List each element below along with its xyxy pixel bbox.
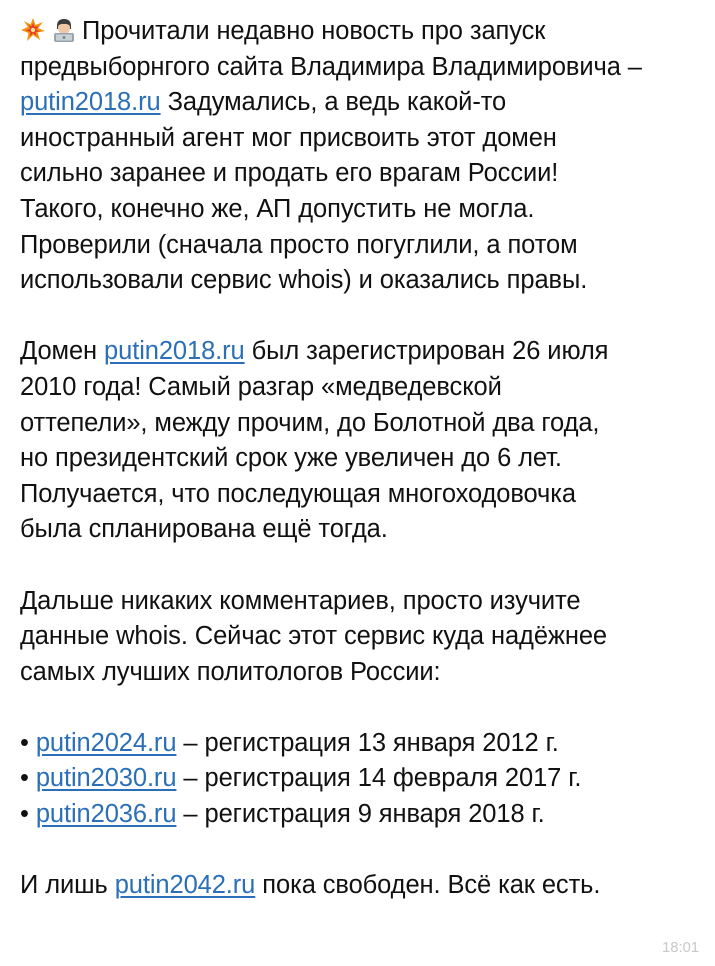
paragraph-gap [20, 833, 697, 869]
putin2036-link[interactable]: putin2036.ru [35, 800, 177, 829]
whois-line-2: данные whois. Сейчас этот сервис куда надёжнее [20, 622, 608, 651]
intro-text-3: Задумались, а ведь какой-то [167, 88, 507, 117]
message-timestamp: 18:01 [661, 939, 699, 957]
intro-line-4: иностранный агент мог присвоить этот домен [20, 123, 557, 152]
closing-prefix: И лишь [20, 871, 108, 900]
domain-suffix: был зарегистрирован 26 июля [251, 337, 609, 366]
domain-line-2: 2010 года! Самый разгар «медведевской [20, 372, 502, 401]
putin2030-link[interactable]: putin2030.ru [35, 764, 177, 793]
intro-line-8: использовали сервис whois) и оказались правы. [20, 266, 588, 295]
intro-line-1 [20, 14, 697, 50]
putin2042-link[interactable]: putin2042.ru [114, 871, 256, 900]
domain-line-4: но президентский срок уже увеличен до 6 лет. [20, 444, 562, 473]
domain-line-6: была спланирована ещё тогда. [20, 515, 388, 544]
intro-line-5: сильно заранее и продать его врагам России! [20, 159, 559, 188]
bullet: • [20, 800, 29, 829]
paragraph-gap [20, 690, 697, 726]
putin2018-link[interactable]: putin2018.ru [20, 88, 161, 117]
intro-text-1: Прочитали недавно новость про запуск [82, 17, 546, 45]
paragraph-gap [20, 299, 697, 335]
registration-text: – регистрация 14 февраля 2017 г. [183, 764, 582, 793]
intro-line-6: Такого, конечно же, АП допустить не могла. [20, 194, 535, 223]
putin2024-link[interactable]: putin2024.ru [35, 728, 177, 757]
whois-line-1: Дальше никаких комментариев, просто изучите [20, 586, 581, 615]
whois-line-3: самых лучших политологов России: [20, 657, 441, 686]
closing-suffix: пока свободен. Всё как есть. [262, 871, 601, 900]
domain-line-5: Получается, что последующая многоходовочка [20, 479, 576, 508]
whois-paragraph [20, 584, 697, 691]
list-item [20, 797, 697, 833]
collision-icon [20, 17, 46, 43]
technologist-icon [51, 17, 77, 43]
registration-text: – регистрация 9 января 2018 г. [183, 800, 545, 829]
putin2018-link-2[interactable]: putin2018.ru [104, 337, 245, 366]
domain-line-3: оттепели», между прочим, до Болотной два года, [20, 408, 600, 437]
list-item [20, 761, 697, 797]
intro-paragraph [20, 14, 697, 299]
intro-line-3 [20, 85, 697, 121]
paragraph-gap [20, 548, 697, 584]
domain-paragraph [20, 334, 697, 548]
domain-line-1 [20, 334, 697, 370]
closing-line [20, 868, 697, 904]
list-item [20, 726, 697, 762]
intro-line-7: Проверили (сначала просто погуглили, а потом [20, 230, 578, 259]
intro-line-2: предвыборнгого сайта Владимира Владимировича – [20, 52, 642, 81]
registrations-list [20, 726, 697, 833]
domain-prefix: Домен [20, 337, 98, 366]
bullet: • [20, 728, 29, 757]
registration-text: – регистрация 13 января 2012 г. [183, 728, 559, 757]
closing-paragraph [20, 868, 697, 904]
bullet: • [20, 764, 29, 793]
